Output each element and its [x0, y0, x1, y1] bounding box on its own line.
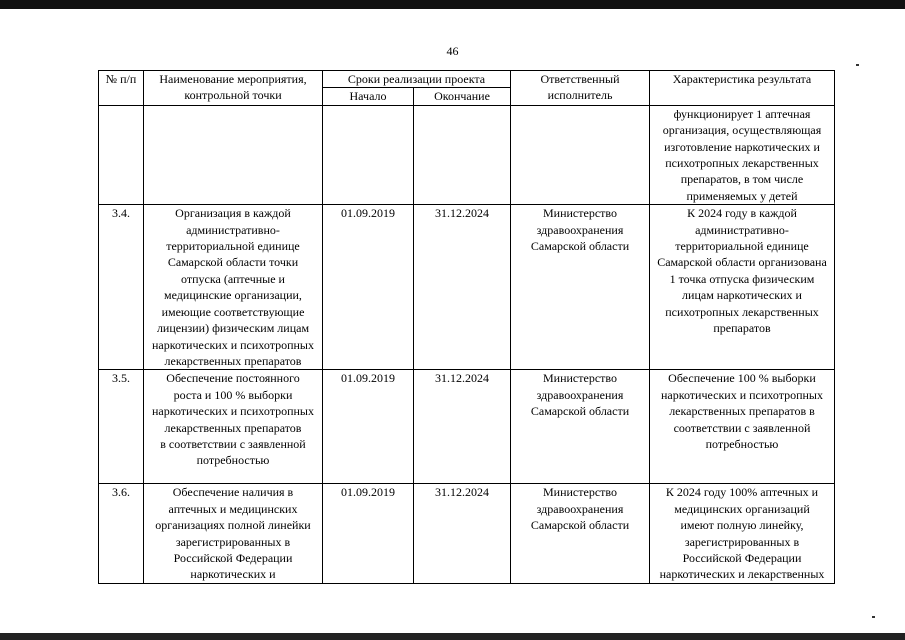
responsible-line: здравоохранения [536, 501, 624, 516]
activity-name-line: Самарской области точки [167, 255, 299, 270]
responsible-line: здравоохранения [536, 387, 624, 402]
responsible-line: Министерство [543, 206, 617, 221]
activity-name-line: организациях полной линейки [155, 518, 311, 533]
table-row [99, 205, 835, 370]
responsible-line: здравоохранения [536, 222, 624, 237]
result-description-line: психотропных лекарственных [665, 304, 819, 319]
scan-speck [856, 64, 859, 66]
activity-name-line: Организация в каждой [175, 206, 291, 221]
result-description-line: медицинских организаций [674, 501, 810, 516]
activity-name-line: Российской Федерации [173, 550, 293, 565]
responsible [511, 205, 650, 370]
result-description [650, 105, 835, 204]
result-description [650, 370, 835, 484]
responsible-line: Самарской области [530, 518, 630, 533]
result-description-line: наркотических и психотропных [661, 387, 823, 402]
header-responsible: Ответственный исполнитель [511, 71, 650, 106]
header-end: Окончание [414, 88, 511, 105]
table-row [99, 484, 835, 583]
responsible-line: Министерство [543, 371, 617, 386]
result-description [650, 484, 835, 583]
result-description-line: лекарственных препаратов в [669, 404, 815, 419]
result-description-line: имеют полную линейку, [680, 518, 804, 533]
activity-name-line: наркотических и психотропных [152, 404, 314, 419]
start-date: 01.09.2019 [323, 484, 414, 583]
row-number: 3.4. [99, 205, 144, 370]
header-result: Характеристика результата [650, 71, 835, 106]
result-description-line: административно- [695, 222, 789, 237]
activity-name-line: медицинские организации, [164, 288, 302, 303]
result-description-line: функционирует 1 аптечная [673, 106, 811, 121]
row-number [99, 105, 144, 204]
result-description-line: К 2024 году 100% аптечных и [665, 485, 819, 500]
start-date: 01.09.2019 [323, 205, 414, 370]
table-body [99, 105, 835, 583]
activity-name [144, 484, 323, 583]
start-date: 01.09.2019 [323, 370, 414, 484]
activity-name-line: зарегистрированных в [175, 534, 291, 549]
scan-speck [872, 616, 875, 618]
activity-name-line: лекарственных препаратов [164, 353, 302, 368]
start-date [323, 105, 414, 204]
responsible [511, 105, 650, 204]
end-date: 31.12.2024 [414, 484, 511, 583]
table-row [99, 370, 835, 484]
result-description-line: Российской Федерации [682, 550, 802, 565]
header-num: № п/п [99, 71, 144, 106]
end-date: 31.12.2024 [414, 205, 511, 370]
responsible [511, 484, 650, 583]
scan-edge-bottom [0, 630, 905, 640]
activity-name-line: территориальной единице [166, 239, 300, 254]
result-description [650, 205, 835, 370]
result-description-line: психотропных лекарственных [665, 156, 819, 171]
result-description-line: изготовление наркотических и [664, 139, 820, 154]
result-description-line: Самарской области организована [657, 255, 827, 270]
result-description-line: препаратов, в том числе [680, 172, 804, 187]
activity-name-line: Обеспечение постоянного [166, 371, 300, 386]
scan-edge-top [0, 0, 905, 9]
row-number: 3.6. [99, 484, 144, 583]
result-description-line: потребностью [705, 436, 779, 451]
responsible-line: Самарской области [530, 404, 630, 419]
header-start: Начало [323, 88, 414, 105]
activity-name-line: в соответствии с заявленной [160, 436, 306, 451]
result-description-line: лицам наркотических и [682, 288, 802, 303]
header-dates: Сроки реализации проекта [323, 71, 511, 88]
activities-table [98, 70, 835, 584]
activity-name-line: имеющие соответствующие [161, 304, 305, 319]
result-description-line: применяемых у детей [686, 188, 798, 203]
activity-name-line: Обеспечение наличия в [172, 485, 294, 500]
activity-name-line: лекарственных препаратов [164, 420, 302, 435]
responsible [511, 370, 650, 484]
end-date: 31.12.2024 [414, 370, 511, 484]
result-description-line: К 2024 году в каждой [687, 206, 797, 221]
result-description-line: 1 точка отпуска физическим [669, 271, 815, 286]
end-date [414, 105, 511, 204]
table-row [99, 105, 835, 204]
header-name: Наименование мероприятия, контрольной точки [144, 71, 323, 106]
activity-name-line: потребностью [196, 453, 270, 468]
activity-name [144, 205, 323, 370]
activity-name-line: роста и 100 % выборки [173, 387, 293, 402]
result-description-line: препаратов [713, 321, 771, 336]
activity-name-line: наркотических и [190, 567, 276, 582]
result-description-line: организация, осуществляющая [662, 123, 822, 138]
header-row [99, 71, 835, 88]
page-number: 46 [446, 44, 459, 58]
result-description-line: Обеспечение 100 % выборки [668, 371, 816, 386]
activity-name-line: наркотических и психотропных [152, 337, 314, 352]
responsible-line: Министерство [543, 485, 617, 500]
activity-name-line: аптечных и медицинских [168, 501, 298, 516]
activity-name [144, 105, 323, 204]
activity-name-line: отпуска (аптечные и [181, 271, 285, 286]
row-number: 3.5. [99, 370, 144, 484]
activity-name-line: административно- [186, 222, 280, 237]
activity-name [144, 370, 323, 484]
responsible-line: Самарской области [530, 239, 630, 254]
activity-name-line: лицензии) физическим лицам [156, 321, 310, 336]
result-description-line: наркотических и лекарственных [659, 567, 825, 582]
result-description-line: соответствии с заявленной [673, 420, 811, 435]
result-description-line: зарегистрированных в [684, 534, 800, 549]
result-description-line: территориальной единице [675, 239, 809, 254]
